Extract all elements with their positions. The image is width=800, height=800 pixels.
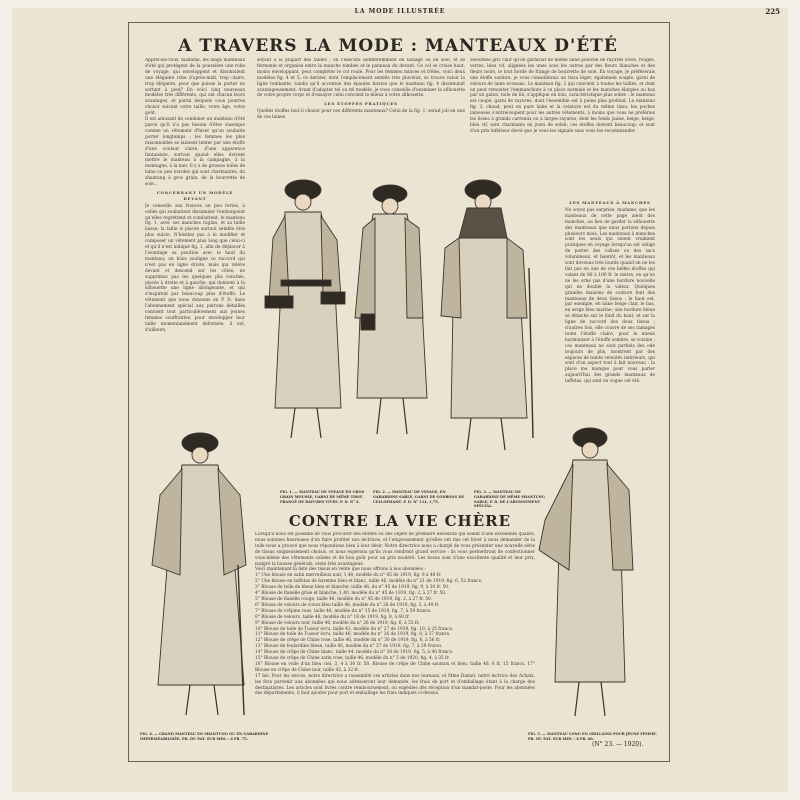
figures-1-3-illustration <box>245 168 565 490</box>
article2-title: CONTRE LA VIE CHÈRE <box>288 512 512 530</box>
paragraph: Quelles étoffes faut-il choisir pour ces différents manteaux? Celui de la fig. 1, serait joli en une de ces laines <box>257 109 465 121</box>
paragraph: Ne soyez pas surprise, madame, que les manteaux de cette page aient des manches, au lieu de garder la silhouette des manteaux que nous portons depuis plusieurs mois. Les manteaux à manches sont les seuls qui soient vraiment pratiques en voyage lorsqu'on est obligé de porter des valises ou des sacs volumineux, et bientôt, et les manteaux sont devenus très lourds quand on ne les fait pas en une de ces belles étoffes qui valent de 80 à 100 fr. le mètre, on qu'on ne les orne pas d'une bordure nouvelle qui en double la valeur. Quelques grandes maisons de couture font des manteaux de deux tissus : le haut est, par exemple, en laine beige clair, le bas, en serge bleu marine; une bordure bleue se détache sur le fond du haut, et sur la ligne de raccord des deux tissus ; d'autres fois, elle couvre de ses ramages toute l'étoffe claire, pour le mieux harmoniser à l'étoffe sombre, se voisine ; ces manteaux ne sont partiels des ode toujours de plis, montrent par des espaces de teinte veloutés intérieurs, qui sont d'un aspect tout à fait nouveau : la place me manque pour vous parler aujourd'hui des grands manteaux de taffetas, qui sont en vogue cet été. <box>565 207 655 385</box>
list-item: 13° Blouse de foulardine bleue, taille 46, modèle du n° 27 de 1919, fig. 7, à 29 francs. <box>255 644 443 650</box>
paragraph: veloutées gris clair qu'on garnirait de même lame peluche de rayures vives, rouges, vertes, bleu vif, alignées les unes sous les autres par des fleurs blanches et des fleurs noirs, le tout bordé de frange de bourrette de soie. En voyage, je préférerais une étoffe sombre, je vous conseillerais un tissu léger, également souple, garni de velours de laine écossais. Le manteau fig. 2 qui convient à toutes les tailles, et dont on peut remonter l'emmanchure à ce place normale et les manches élargies au bas par un galon, toile de lin, s'applique en loin, caractéristique plus sobre : le manteau est coupé, garni de rayures, dont l'ensemble est à peine plus profond. Le manteau fig. 3, chaud, peut en pure laine et la ceinture est du même tissu, les poches laineuses s'entrecoupent pour les autres vêtements, à moins que vous ne préfériez les lisses à grands carreaux ou à larges rayures, dont les fonds jaune, beige, beige, bleu vif, sont charmants en jours de soleil; ces étoffes doivent beaucoup, et sont d'un prix inférieur élevé que je vous les signale sans vous les recommander. <box>470 58 655 134</box>
list-item: 5° Blouse de flanelle rouge, taille 46, modèle du n° 45 de 1919, fig. 2, à 27 fr. 50. <box>255 596 433 602</box>
list-item: 16° Blouse en voile d'un bleu ciel, 3, 4 à 30 fr. 50. Blouse de crêpe de Chine saumon et bleu, taille 46, 6 fr. 15 francs. 17° Blouse en crêpe de Chine noir, taille 42, à 32 fr. <box>255 661 535 673</box>
list-item: 11° Blouse de toile de Tussor écru, taille 46, modèle du n° 26 de 1919, fig. 8, à 37 francs. <box>255 632 451 638</box>
paragraph: Je conseille aux fronces un peu fortes, à celles qui souhaitent dissimuler l'embonpoint qu'elles regrettent et combattent, le manteau fig. 1, avec ses manches raglan, et sa taille basse; la taille is placée surtout semble être plus suivie. N'hésitez pas à le modifier et composer un vêtement plus long que celui-ci et qu'il n'est indiqué fig. 1, afin de déplacer à l'avantage sa position avec le haut du manteau; un biais souligne ce raccord qui n'est pas en ligne droite, mais qui relève devant et descend sur les côtés; ne supprimez pas les quelques plis ronchés, placés à droite et à gauche, qui donnent à la silhouette une ligne allongeante, et qui s'inspirent par beaucoup plus d'étoffe. Le vêtement que nous donnons en P. D. dans l'abonnement spécial aux patrons détaillés convient tout particulièrement aux jeunes femmes souffrantes, pour envelopper leur taille momentanément déformée; il est, d'ailleurs, <box>145 203 245 333</box>
page-number: 225 <box>765 7 780 16</box>
figure-5-illustration <box>525 420 655 730</box>
subheading: LES ÉTOFFES PRATIQUES <box>324 101 398 107</box>
list-item: 1° Une blouse en satin merveilleux noir, 1,40, modèle du n° 45 de 1919, fig. 9 à 48 fr. <box>255 573 442 579</box>
list-item: 2° Une blouse en taffetas de barenne bleu et blanc, taille 46, modèle du n° 21 de 1919, fig. 6, 52 francs. <box>255 579 483 585</box>
running-title: LA MODE ILLUSTRÉE <box>354 8 446 15</box>
paragraph: Appréciez-vous, madame, les longs manteaux d'été qui protègent de la poussière une robe de voyage, qui enveloppent et dissimulent une élégante robe d'après-midi, trop claire, trop élégante, pour que puisse la porter en sortant à pied? En voici cinq nouveaux modèles très différents, qui ont chacun leurs avantages, et parmi lesquels vous pourrez choisir suivant votre taille, votre âge, votre goût. <box>145 58 245 117</box>
article1-column2 <box>257 58 465 166</box>
list-item: 4° Blouse de flanelle grise et blanche, 1,40, modèle du n° 45 de 1919, fig. 2, à 27 fr. 50. <box>255 591 447 597</box>
list-item: 10° Blouse de toile de Tussor écru, taille 42, modèle du n° 27 de 1919, fig. 10, à 25 francs. <box>255 626 454 632</box>
figure-caption: FIG. 3. — MANTEAU DE GABARDINE DE MÊME SHANTUNG SABLE, P. D. DE L'ABONNEMENT SPÉCIAL. <box>474 490 545 509</box>
issue-number: (N° 23. — 1920). <box>592 741 644 748</box>
figure-caption: FIG. 4. — GRAND MANTEAU EN SHANTUNG OU EN GABARDINE IMPERMÉABILISÉE. PR. DU PAT. SUR MES. : 6 FR. 75. <box>140 732 269 741</box>
paragraph: seyant à la plupart des tailles ; on l'exécute indifféremment en lainage ou en soie, et se fermente et organise entre la manche tombée et le panneau du devant. Ce col se croise haut, moins enveloppant, peut compléter le col roulé. Pour les femmes minces et frêles, voici deux modèles fig. 4 et 5; ce dernier, dont l'emplacement semble très pluvieux, se trouve valoir la ligne tombante, tandis qu'il accentue des épaules hautes que le manteau fig. 4 dissimulait avantageusement. Avant d'adopter tel ou tel modèle, je vous conseille d'examiner la silhouette de votre propre corps et d'essayer celui convient le mieux à votre silhouette. <box>257 58 465 99</box>
subheading: LES MANTEAUX À MANCHES <box>569 200 651 205</box>
article1-title: A TRAVERS LA MODE : MANTEAUX D'ÉTÉ <box>178 36 618 56</box>
figure-caption: FIG. 1. — MANTEAU DE VOYAGE EN GROS GRAIN MOUSSE, GARNI DE MÊME TISSU FRANGÉ DE RAYURES VIVES. P. D. N° 2. <box>280 490 365 504</box>
list-item: 9° Blouse de velours noir, taille 46, modèle du n° 26 de 1919, fig. 6, à 55 fr. <box>255 620 420 626</box>
subheading: CONCERNANT UN MODÈLE DEVANT <box>156 189 234 201</box>
paragraph: Il est amusant de combiner un manteau d'été parce qu'il n'a pas besoin d'être classique comme un vêtement d'hiver qu'on souhaite porter longtemps ; les femmes les plus raisonnables se laissent tenter par une étoffe d'une couleur claire, d'une apparence fantaisiste, surtout quand elles doivent mettre le manteau à la campagne, à la montagne, à la mer. Il y a de grosses toiles de laine ou peu lourdes qui sont charmantes, du shantung à gros grain, de la bourrette de soie... <box>145 117 245 188</box>
list-item: 6° Blouse de velours de coton bleu taille 46, modèle du n° 26 de 1919, fig. 2, à 49 fr. <box>255 602 440 608</box>
list-item: 15° Blouse de crêpe de Chine satin rose, taille 46, modèle du n° 5 de 1920, fig. 4, à 35 fr. <box>255 656 450 662</box>
list-item: 8° Blouse de velours, taille 46, modèle du n° 18 de 1919, fig. 8, à 60 fr. <box>255 614 410 620</box>
figure-4-illustration <box>140 425 260 725</box>
list-item: 7° Blouse de crêpine rose, taille 46, modèle du n° 15 de 1919, fig. 7, à 59 francs. <box>255 608 432 614</box>
list-item: 3° Blouse de toile de bleue bleu et blanche, taille 46, du n° 45 de 1919, fig. 9, à 30 fr. 50. <box>255 585 450 591</box>
list-item: 12° Blouse de crêpe de Chine rose, taille 46, modèle du n° 30 de 1919, fig. 6, à 56 fr. <box>255 638 441 644</box>
fabric-list <box>255 573 535 673</box>
list-heading: Voici maintenant la liste des tissus en vente que nous offrons à nos abonnées : <box>255 567 426 573</box>
figure-caption: FIG. 5. — MANTEAU LONG EN GRILLAINE POUR JEUNE FEMME. PR. DU PAT. SUR MES. : 8 FR. 60. <box>528 732 658 741</box>
paragraph: Lorsqu'il nous est possible de vous procurer des étoffes ou des objets de première nécessité qui soient d'une excellente qualité, nous sommes heureuses d'en faire profiter nos lectrices, et l'empressement qu'elles ont mis cet hiver à nous demander de la toile nous a prouvé que nous répondions bien à leur désir. Notre directrice nous a chargé de vous présenter une nouvelle série de tissus soigneusement choisis, et nous espérons qu'ils vous rendront grand service : ils vous permettront de confectionner vous-même des vêtements solides et de bon goût pour un prix modéré. Les tissus sont d'une excellente qualité et leur prix, malgré la hausse générale, reste très avantageux. <box>255 532 535 567</box>
list-item: 14° Blouse de crêpe de Chine blanc, taille 44, modèle du n° 30 de 1919, fig. 5, à 40 francs. <box>255 650 454 656</box>
paragraph: 17 bis. Pour les envois, notre directrice a rassemblé ces articles dans nos bureaux, et Mme Daniel, notre lectrice des Achats, les fera parvenir aux abonnées qui nous adresseront leur demande, les frais de port et d'emballage étant à la charge des destinataires. Les articles sont livrés contre remboursement, ou expédiés dès réception d'un mandat-poste. Pour les abonnées des départements, il faut ajouter pour port et emballage les frais indiqués ci-dessus. <box>255 673 535 697</box>
article2-body <box>255 532 535 737</box>
figure-caption: FIG. 2. — MANTEAU DE VOYAGE, EN GABARDINE SABLE, GARNI DE GODRONS DE CELLOPHANE. P. D. N° 114, 1,75. <box>373 490 465 504</box>
